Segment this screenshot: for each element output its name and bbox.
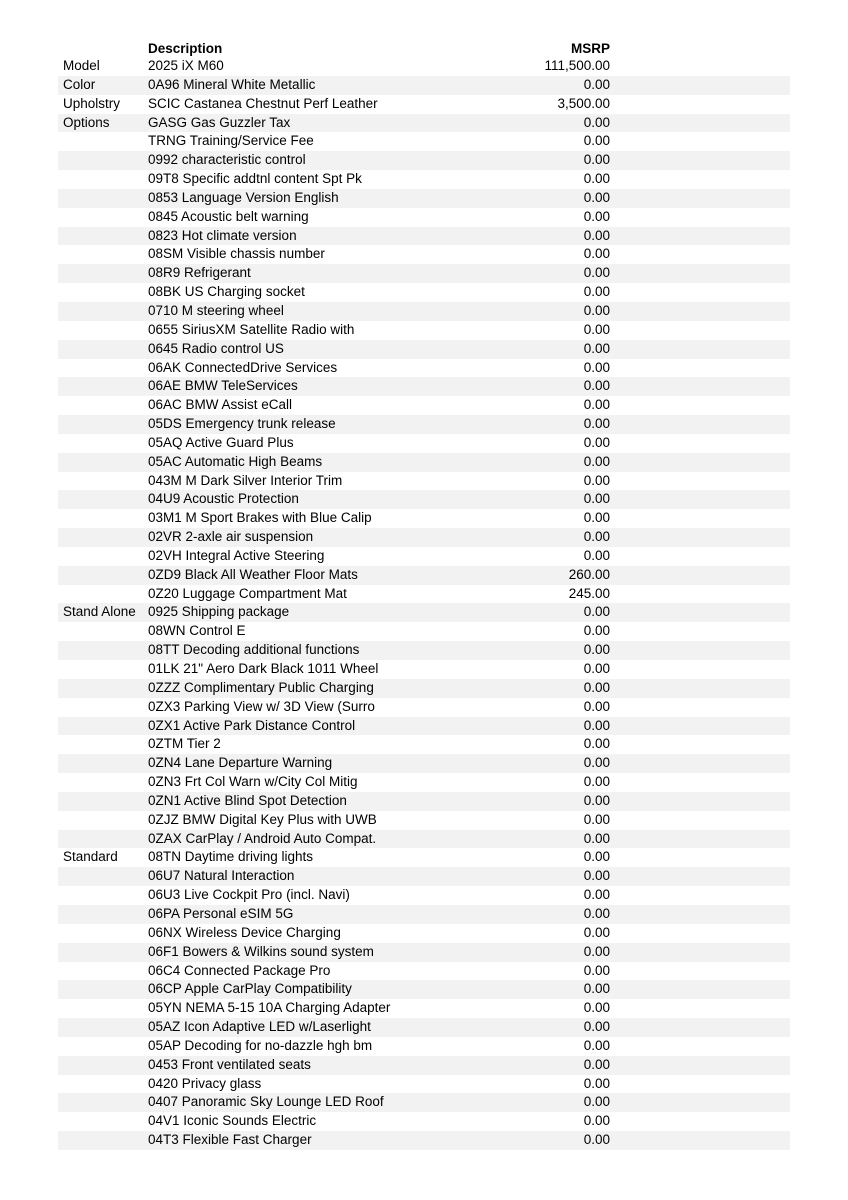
table-row — [58, 95, 790, 114]
table-row — [58, 717, 790, 736]
description-cell: 05AP Decoding for no-dazzle hgh bm — [148, 1037, 373, 1053]
table-row — [58, 848, 790, 867]
msrp-cell: 0.00 — [583, 510, 610, 526]
table-row — [58, 811, 790, 830]
msrp-cell: 0.00 — [583, 246, 610, 262]
table-row — [58, 490, 790, 509]
category-cell: Options — [63, 114, 110, 130]
msrp-cell: 260.00 — [568, 566, 610, 582]
table-row — [58, 773, 790, 792]
table-row — [58, 396, 790, 415]
table-row — [58, 453, 790, 472]
table-row — [58, 641, 790, 660]
description-cell: 05AC Automatic High Beams — [148, 453, 323, 469]
description-cell: 02VR 2-axle air suspension — [148, 529, 314, 545]
msrp-cell: 0.00 — [583, 491, 610, 507]
description-cell: 08R9 Refrigerant — [148, 265, 251, 281]
msrp-cell: 0.00 — [583, 943, 610, 959]
table-row — [58, 962, 790, 981]
msrp-cell: 0.00 — [583, 830, 610, 846]
table-row — [58, 151, 790, 170]
table-row — [58, 867, 790, 886]
msrp-cell: 0.00 — [583, 698, 610, 714]
description-cell: 0ZJZ BMW Digital Key Plus with UWB — [148, 811, 377, 827]
msrp-cell: 0.00 — [583, 792, 610, 808]
description-cell: 09T8 Specific addtnl content Spt Pk — [148, 171, 362, 187]
msrp-cell: 0.00 — [583, 472, 610, 488]
msrp-cell: 0.00 — [583, 736, 610, 752]
description-cell: 06F1 Bowers & Wilkins sound system — [148, 943, 374, 959]
msrp-column-header: MSRP — [570, 41, 610, 56]
msrp-cell: 0.00 — [583, 755, 610, 771]
msrp-cell: 0.00 — [583, 924, 610, 940]
table-row — [58, 1018, 790, 1037]
msrp-cell: 0.00 — [583, 227, 610, 243]
table-row — [58, 472, 790, 491]
description-cell: 06AK ConnectedDrive Services — [148, 359, 338, 375]
table-row — [58, 1056, 790, 1075]
table-row — [58, 283, 790, 302]
msrp-cell: 0.00 — [583, 962, 610, 978]
msrp-cell: 0.00 — [583, 416, 610, 432]
description-cell: 06AE BMW TeleServices — [148, 378, 298, 394]
description-cell: GASG Gas Guzzler Tax — [148, 114, 291, 130]
description-cell: 06PA Personal eSIM 5G — [148, 905, 294, 921]
msrp-cell: 0.00 — [583, 547, 610, 563]
table-row — [58, 1037, 790, 1056]
description-cell: 04T3 Flexible Fast Charger — [148, 1132, 312, 1148]
category-cell: Stand Alone — [63, 604, 136, 620]
table-row — [58, 999, 790, 1018]
description-cell: 0645 Radio control US — [148, 340, 284, 356]
table-row — [58, 943, 790, 962]
description-cell: 0ZD9 Black All Weather Floor Mats — [148, 566, 358, 582]
table-row — [58, 76, 790, 95]
msrp-cell: 0.00 — [583, 529, 610, 545]
table-row — [58, 114, 790, 133]
msrp-cell: 0.00 — [583, 284, 610, 300]
description-cell: 0ZX3 Parking View w/ 3D View (Surro — [148, 698, 375, 714]
table-row — [58, 528, 790, 547]
table-header — [58, 39, 790, 58]
msrp-cell: 0.00 — [583, 1094, 610, 1110]
msrp-cell: 0.00 — [583, 359, 610, 375]
msrp-cell: 0.00 — [583, 1019, 610, 1035]
msrp-cell: 0.00 — [583, 189, 610, 205]
table-row — [58, 245, 790, 264]
description-cell: 06NX Wireless Device Charging — [148, 924, 341, 940]
table-row — [58, 792, 790, 811]
table-row — [58, 1093, 790, 1112]
msrp-cell: 0.00 — [583, 453, 610, 469]
description-cell: 0ZN4 Lane Departure Warning — [148, 755, 333, 771]
description-cell: 0ZAX CarPlay / Android Auto Compat. — [148, 830, 377, 846]
msrp-cell: 0.00 — [583, 849, 610, 865]
table-row — [58, 754, 790, 773]
msrp-cell: 3,500.00 — [557, 95, 610, 111]
description-cell: 0ZN1 Active Blind Spot Detection — [148, 792, 347, 808]
table-row — [58, 1075, 790, 1094]
table-row — [58, 679, 790, 698]
description-cell: 0ZN3 Frt Col Warn w/City Col Mitig — [148, 774, 358, 790]
description-cell: 0853 Language Version English — [148, 189, 339, 205]
table-row — [58, 340, 790, 359]
msrp-cell: 0.00 — [583, 133, 610, 149]
description-cell: 0655 SiriusXM Satellite Radio with — [148, 321, 355, 337]
msrp-cell: 0.00 — [583, 302, 610, 318]
table-row — [58, 566, 790, 585]
msrp-cell: 0.00 — [583, 717, 610, 733]
table-row — [58, 227, 790, 246]
table-row — [58, 170, 790, 189]
table-row — [58, 264, 790, 283]
msrp-cell: 0.00 — [583, 679, 610, 695]
category-cell: Color — [63, 76, 96, 92]
description-cell: 0710 M steering wheel — [148, 302, 284, 318]
msrp-cell: 0.00 — [583, 1113, 610, 1129]
table-row — [58, 321, 790, 340]
msrp-cell: 0.00 — [583, 1056, 610, 1072]
description-cell: 0992 characteristic control — [148, 152, 306, 168]
table-row — [58, 132, 790, 151]
table-row — [58, 886, 790, 905]
msrp-cell: 0.00 — [583, 774, 610, 790]
table-row — [58, 359, 790, 378]
table-row — [58, 208, 790, 227]
msrp-cell: 0.00 — [583, 868, 610, 884]
description-cell: 05AQ Active Guard Plus — [148, 434, 294, 450]
table-row — [58, 980, 790, 999]
description-cell: 0420 Privacy glass — [148, 1075, 262, 1091]
description-cell: 02VH Integral Active Steering — [148, 547, 325, 563]
description-cell: 08TN Daytime driving lights — [148, 849, 314, 865]
msrp-cell: 0.00 — [583, 340, 610, 356]
description-cell: 05YN NEMA 5-15 10A Charging Adapter — [148, 1000, 391, 1016]
table-row — [58, 622, 790, 641]
description-cell: 05AZ Icon Adaptive LED w/Laserlight — [148, 1019, 371, 1035]
msrp-cell: 0.00 — [583, 887, 610, 903]
description-cell: 0ZTM Tier 2 — [148, 736, 221, 752]
msrp-cell: 0.00 — [583, 604, 610, 620]
category-cell: Model — [63, 58, 100, 73]
msrp-cell: 0.00 — [583, 114, 610, 130]
description-cell: 0407 Panoramic Sky Lounge LED Roof — [148, 1094, 384, 1110]
msrp-cell: 0.00 — [583, 265, 610, 281]
msrp-cell: 0.00 — [583, 981, 610, 997]
description-cell: 06AC BMW Assist eCall — [148, 397, 293, 413]
description-cell: 0925 Shipping package — [148, 604, 290, 620]
table-row — [58, 698, 790, 717]
description-cell: SCIC Castanea Chestnut Perf Leather — [148, 95, 378, 111]
category-cell: Upholstry — [63, 95, 121, 111]
msrp-cell: 0.00 — [583, 623, 610, 639]
description-cell: 0823 Hot climate version — [148, 227, 297, 243]
msrp-cell: 0.00 — [583, 434, 610, 450]
description-cell: 0453 Front ventilated seats — [148, 1056, 311, 1072]
description-column-header: Description — [148, 41, 223, 56]
description-cell: 05DS Emergency trunk release — [148, 416, 336, 432]
options-table — [58, 57, 790, 1150]
msrp-cell: 0.00 — [583, 1132, 610, 1148]
msrp-cell: 0.00 — [583, 1037, 610, 1053]
table-row — [58, 660, 790, 679]
table-row — [58, 830, 790, 849]
table-row — [58, 735, 790, 754]
description-cell: 06U7 Natural Interaction — [148, 868, 295, 884]
table-row — [58, 57, 790, 76]
description-cell: 0ZX1 Active Park Distance Control — [148, 717, 356, 733]
msrp-cell: 0.00 — [583, 905, 610, 921]
msrp-cell: 0.00 — [583, 661, 610, 676]
msrp-cell: 0.00 — [583, 152, 610, 168]
table-row — [58, 434, 790, 453]
table-row — [58, 547, 790, 566]
description-cell: 04U9 Acoustic Protection — [148, 491, 299, 507]
table-row — [58, 1112, 790, 1131]
description-cell: TRNG Training/Service Fee — [148, 133, 314, 149]
table-row — [58, 1131, 790, 1150]
table-row — [58, 415, 790, 434]
table-row — [58, 585, 790, 604]
table-row — [58, 189, 790, 208]
table-row — [58, 509, 790, 528]
description-cell: 0A96 Mineral White Metallic — [148, 76, 316, 92]
description-cell: 03M1 M Sport Brakes with Blue Calip — [148, 510, 372, 526]
description-cell: 06C4 Connected Package Pro — [148, 962, 331, 978]
msrp-cell: 0.00 — [583, 76, 610, 92]
description-cell: 08SM Visible chassis number — [148, 246, 325, 262]
description-cell: 04V1 Iconic Sounds Electric — [148, 1113, 317, 1129]
description-cell: 0Z20 Luggage Compartment Mat — [148, 585, 347, 601]
msrp-cell: 111,500.00 — [544, 58, 610, 73]
description-cell: 08BK US Charging socket — [148, 284, 305, 300]
table-row — [58, 905, 790, 924]
description-cell: 08WN Control E — [148, 623, 246, 639]
table-row — [58, 377, 790, 396]
table-row — [58, 924, 790, 943]
msrp-cell: 0.00 — [583, 811, 610, 827]
description-cell: 0ZZZ Complimentary Public Charging — [148, 679, 374, 695]
description-cell: 08TT Decoding additional functions — [148, 642, 360, 658]
msrp-cell: 0.00 — [583, 208, 610, 224]
msrp-cell: 0.00 — [583, 378, 610, 394]
msrp-cell: 0.00 — [583, 1075, 610, 1091]
msrp-cell: 245.00 — [568, 585, 610, 601]
category-cell: Standard — [63, 849, 118, 865]
msrp-cell: 0.00 — [583, 642, 610, 658]
description-cell: 01LK 21" Aero Dark Black 1011 Wheel — [148, 661, 379, 676]
description-cell: 06CP Apple CarPlay Compatibility — [148, 981, 352, 997]
msrp-cell: 0.00 — [583, 397, 610, 413]
msrp-cell: 0.00 — [583, 171, 610, 187]
msrp-cell: 0.00 — [583, 321, 610, 337]
table-row — [58, 603, 790, 622]
description-cell: 043M M Dark Silver Interior Trim — [148, 472, 343, 488]
msrp-cell: 0.00 — [583, 1000, 610, 1016]
table-row — [58, 302, 790, 321]
description-cell: 0845 Acoustic belt warning — [148, 208, 309, 224]
description-cell: 06U3 Live Cockpit Pro (incl. Navi) — [148, 887, 350, 903]
description-cell: 2025 iX M60 — [148, 58, 224, 73]
